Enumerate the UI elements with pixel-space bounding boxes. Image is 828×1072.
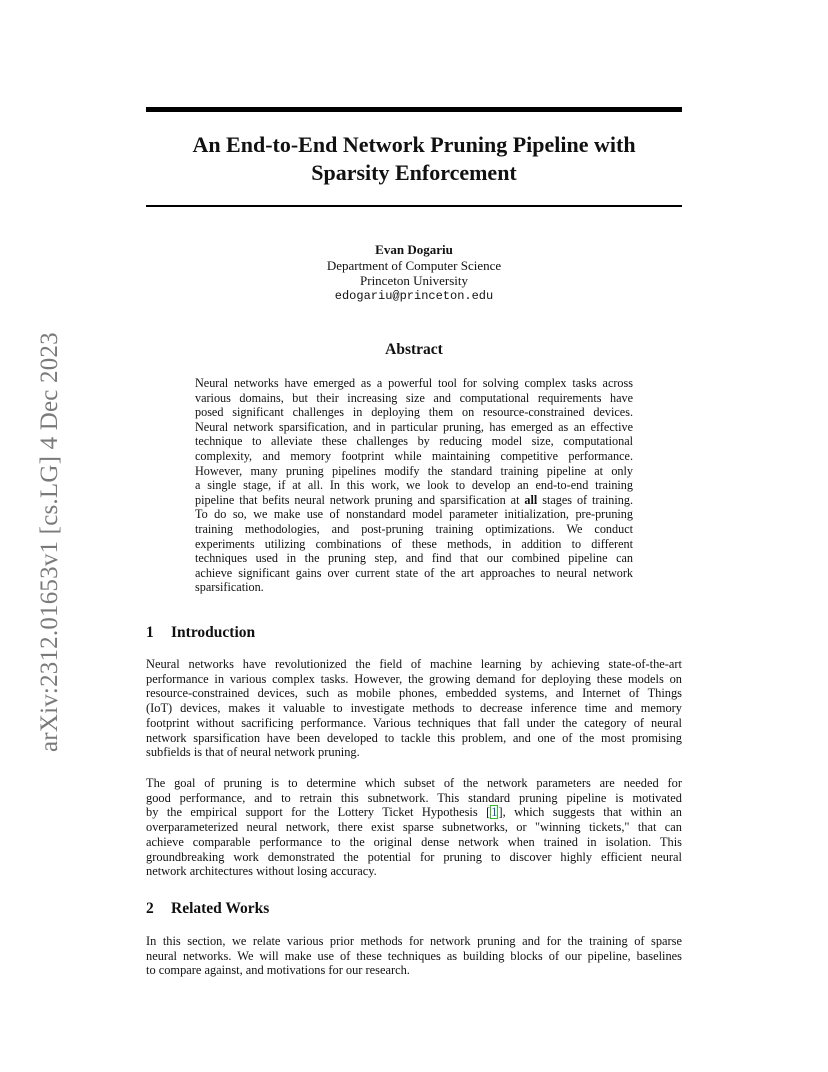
paragraph-line: resource-constrained devices, such as mobile phones, embedded systems, and Internet of Things (146, 686, 682, 701)
abstract-line: achieve significant gains over current state of the art approaches to neural network (195, 565, 633, 580)
paragraph-line: subfields is that of neural network pruning. (146, 745, 360, 760)
author-university: Princeton University (360, 273, 468, 288)
abstract-line: However, many pruning pipelines modify the standard training pipeline at only (195, 463, 633, 478)
abstract-heading: Abstract (385, 341, 443, 358)
author-department: Department of Computer Science (326, 257, 502, 273)
section-title: Introduction (171, 624, 256, 641)
related-works-paragraph-1 (146, 934, 682, 978)
paragraph-line: achieve comparable performance to the original dense network when trained in isolation. This (146, 834, 682, 849)
paragraph-line (146, 805, 682, 820)
abstract-line-text: stages of training. (537, 492, 633, 507)
paper-title (146, 131, 682, 187)
abstract-body (195, 376, 633, 595)
section-number: 1 (146, 624, 154, 641)
abstract-line: To do so, we make use of nonstandard model parameter initialization, pre-pruning (195, 507, 633, 522)
abstract-line: experiments utilizing combinations of these methods, in addition to different (195, 536, 633, 551)
paragraph-line: groundbreaking work demonstrated the potential for pruning to discover highly efficient neural (146, 849, 682, 864)
section-number: 2 (146, 900, 154, 917)
intro-paragraph-1 (146, 657, 682, 760)
abstract-line: sparsification. (195, 580, 264, 595)
paragraph-line: footprint without sacrificing performance. Various techniques that fall under the category of neural (146, 715, 682, 730)
author-name: Evan Dogariu (375, 242, 453, 257)
section-title: Related Works (171, 900, 270, 917)
paper-title-line-2: Sparsity Enforcement (311, 160, 517, 185)
citation-link[interactable]: 1 (491, 805, 498, 820)
title-top-rule (146, 107, 682, 112)
paragraph-line: performance in various complex tasks. However, the growing demand for deploying these models on (146, 671, 682, 686)
abstract-emphasis-all: all (524, 492, 538, 507)
paragraph-line: overparameterized neural network, there exist sparse subnetworks, or "winning tickets," that can (146, 820, 682, 835)
abstract-line-text: pipeline that befits neural network pruning and sparsification at (195, 492, 525, 507)
abstract-line: training methodologies, and post-pruning training optimizations. We conduct (195, 521, 633, 536)
title-bottom-rule (146, 205, 682, 207)
abstract-line: complexity, and memory footprint while maintaining competitive performance. (195, 448, 633, 463)
paragraph-line: good performance, and to retrain this subnetwork. This standard pruning pipeline is motivated (146, 790, 682, 805)
abstract-line (195, 493, 633, 508)
section-heading-related-works (146, 900, 269, 918)
abstract-line: techniques used in the pruning step, and find that our combined pipeline can (195, 551, 633, 566)
intro-paragraph-2 (146, 776, 682, 879)
paragraph-line: network architectures without losing accuracy. (146, 864, 377, 879)
author-email: edogariu@princeton.edu (334, 288, 494, 303)
paragraph-line: network sparsification have been developed to tackle this problem, and one of the most promising (146, 730, 682, 745)
paragraph-line: Neural networks have revolutionized the field of machine learning by achieving state-of-the-art (146, 657, 682, 671)
paragraph-line: to compare against, and motivations for our research. (146, 963, 410, 978)
abstract-line: posed significant challenges in deploying them on resource-constrained devices. (195, 405, 633, 420)
paragraph-line: In this section, we relate various prior methods for network pruning and for the training of sparse (146, 934, 682, 948)
abstract-line: a single stage, if at all. In this work, we look to develop an end-to-end training (195, 478, 633, 493)
paper-title-line-1: An End-to-End Network Pruning Pipeline with (192, 132, 636, 157)
paragraph-line: (IoT) devices, makes it valuable to investigate methods to decrease inference time and memory (146, 701, 682, 716)
abstract-line: Neural network sparsification, and in particular pruning, has emerged as an effective (195, 419, 633, 434)
arxiv-identifier-stamp: arXiv:2312.01653v1 [cs.LG] 4 Dec 2023 (36, 332, 63, 752)
paragraph-line: neural networks. We will make use of these techniques as building blocks of our pipeline, baselines (146, 948, 682, 963)
paragraph-line-text: ], which suggests that within an (498, 805, 682, 820)
abstract-line: technique to alleviate these challenges by reducing model size, computational (195, 434, 633, 449)
paragraph-line: The goal of pruning is to determine which subset of the network parameters are needed for (146, 776, 682, 790)
author-block (146, 242, 682, 304)
paragraph-line-text: by the empirical support for the Lottery Ticket Hypothesis [ (146, 805, 491, 820)
section-heading-introduction (146, 624, 255, 642)
abstract-line: Neural networks have emerged as a powerful tool for solving complex tasks across (195, 376, 633, 390)
abstract-line: various domains, but their increasing size and computational requirements have (195, 390, 633, 405)
